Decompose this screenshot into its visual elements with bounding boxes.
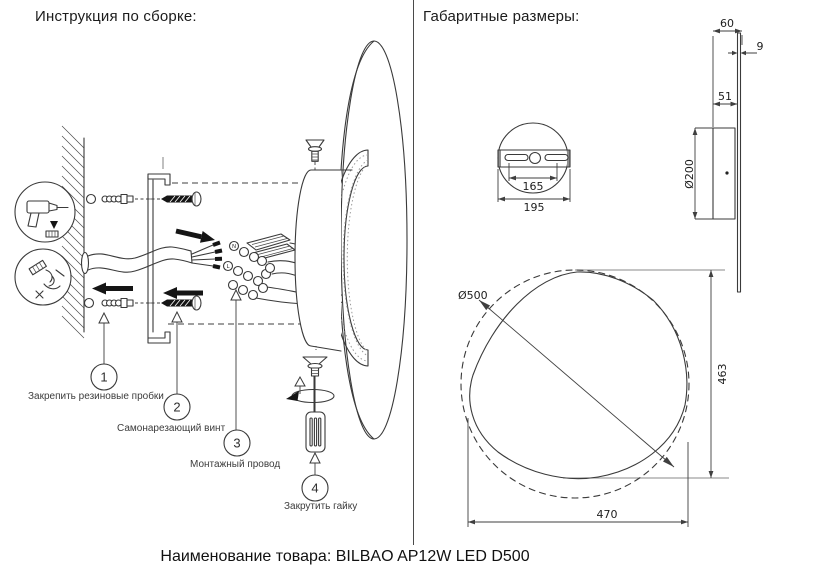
drill-detail-icon bbox=[15, 182, 75, 242]
wire-label-l: L bbox=[226, 264, 230, 270]
dimensions-diagram bbox=[413, 0, 827, 570]
decorative-nut-assembly bbox=[286, 357, 334, 452]
top-view-drawing bbox=[498, 123, 570, 214]
reference-circle-d500 bbox=[461, 270, 689, 498]
dim-51 bbox=[713, 90, 738, 106]
anchor-insert-detail-icon bbox=[15, 249, 71, 305]
product-name-value: BILBAO AP12W LED D500 bbox=[335, 548, 530, 565]
step-2-number: 2 bbox=[173, 399, 181, 415]
lamp-outline bbox=[470, 272, 687, 479]
dim-51-text: 51 bbox=[718, 90, 732, 103]
push-right-arrow-cable bbox=[175, 225, 217, 246]
dim-195-text: 195 bbox=[523, 201, 545, 214]
dim-165-text: 165 bbox=[522, 180, 544, 193]
step-3-label: Монтажный провод bbox=[190, 459, 281, 470]
power-cable bbox=[82, 243, 223, 274]
step-1-label: Закрепить резиновые пробки bbox=[28, 391, 164, 402]
dim-60-text: 60 bbox=[720, 17, 734, 30]
rubber-plug-top bbox=[87, 195, 167, 204]
assembly-diagram bbox=[0, 0, 413, 570]
self-tapping-screw-top bbox=[161, 192, 201, 206]
mounting-bracket bbox=[148, 157, 170, 343]
dim-d200 bbox=[683, 128, 713, 219]
step-3-number: 3 bbox=[233, 435, 241, 451]
product-name-label: Наименование товара: bbox=[160, 548, 332, 565]
rubber-plug-bottom bbox=[85, 299, 167, 308]
dim-463-text: 463 bbox=[716, 363, 729, 385]
fixing-screw-top bbox=[306, 140, 324, 161]
step-1-marker bbox=[28, 313, 164, 402]
dim-9-text: 9 bbox=[756, 40, 764, 53]
side-view-drawing bbox=[563, 17, 764, 478]
step-1-number: 1 bbox=[100, 369, 108, 385]
dim-470 bbox=[468, 418, 688, 527]
up-arrow-icon bbox=[295, 377, 305, 386]
step-2-label: Самонарезающий винт bbox=[117, 423, 226, 434]
step-4-label: Закрутить гайку bbox=[284, 501, 358, 512]
self-tapping-screw-bottom bbox=[161, 296, 201, 310]
dim-470-text: 470 bbox=[596, 508, 618, 521]
step-4-number: 4 bbox=[311, 480, 319, 496]
step-4-marker bbox=[284, 453, 357, 512]
dim-463 bbox=[563, 270, 729, 478]
dim-d200-text: Ø200 bbox=[683, 159, 696, 189]
dim-9 bbox=[728, 40, 764, 55]
step-2-marker bbox=[117, 312, 226, 434]
step-3-marker bbox=[190, 290, 280, 470]
front-view-drawing bbox=[458, 270, 689, 527]
wire-label-n: N bbox=[231, 244, 237, 250]
dim-d500-text: Ø500 bbox=[458, 289, 488, 302]
dim-d500 bbox=[458, 289, 674, 467]
product-name-line bbox=[0, 548, 690, 566]
dimensions-title: Габаритные размеры: bbox=[423, 8, 580, 25]
assembly-title: Инструкция по сборке: bbox=[35, 8, 197, 25]
lamp-front-panel bbox=[339, 41, 407, 439]
push-left-arrow-wall bbox=[92, 283, 133, 295]
